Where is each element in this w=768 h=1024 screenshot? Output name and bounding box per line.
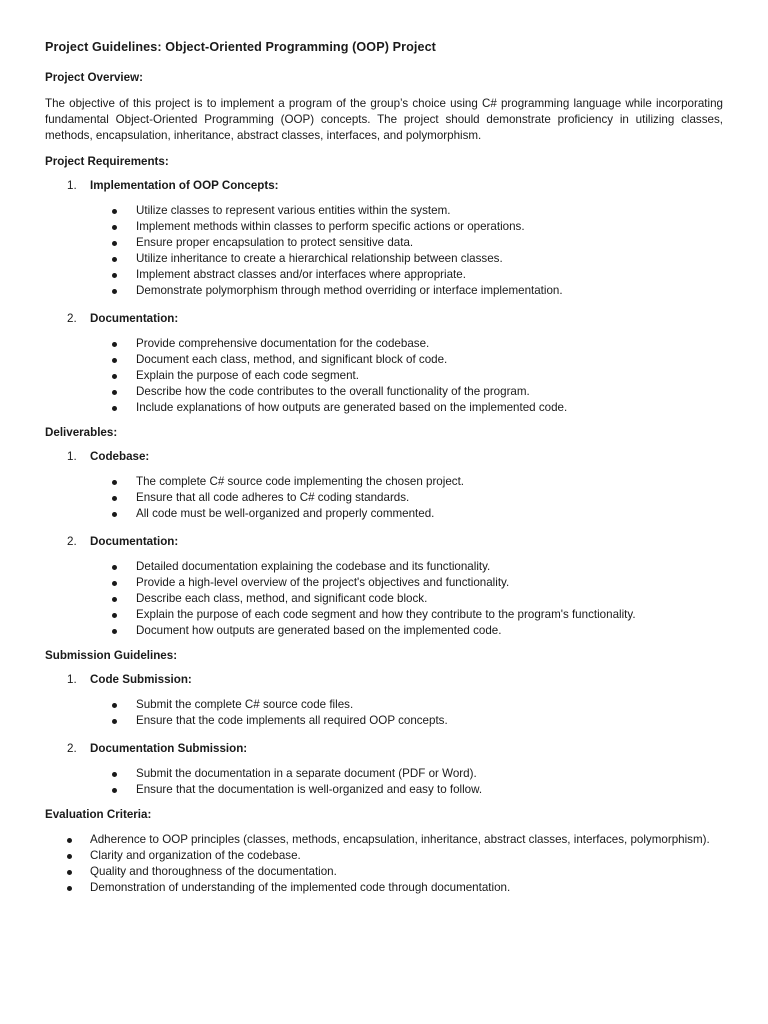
- bullet-icon: [112, 703, 117, 708]
- list-item-text: Ensure that all code adheres to C# coding standards.: [136, 491, 410, 504]
- overview-paragraph: The objective of this project is to implement a program of the group’s choice using C# programming language while incorporating fundamental Object-Oriented Programming (OOP) concepts. The project should demonstrate proficiency in utilizing classes, methods, encapsulation, inheritance, abstract classes, interfaces, and polymorphism.: [45, 97, 723, 142]
- bullet-icon: [112, 241, 117, 246]
- item-number: 1.: [67, 179, 77, 192]
- list-item-text: Ensure proper encapsulation to protect sensitive data.: [136, 236, 414, 249]
- list-item: [90, 782, 723, 798]
- bullet-icon: [112, 358, 117, 363]
- item-number: 1.: [67, 673, 77, 686]
- item-title: Codebase:: [90, 450, 150, 463]
- item-title: Documentation Submission:: [90, 742, 248, 755]
- bullet-icon: [112, 374, 117, 379]
- bullet-icon: [112, 480, 117, 485]
- bullet-icon: [112, 390, 117, 395]
- list-item: [90, 474, 723, 490]
- list-item: [90, 384, 723, 400]
- list-item: [90, 559, 723, 575]
- list-item-text: Include explanations of how outputs are generated based on the implemented code.: [136, 401, 568, 414]
- bullet-list: [90, 697, 723, 729]
- list-item: [90, 591, 723, 607]
- list-item-text: Demonstrate polymorphism through method overriding or interface implementation.: [136, 284, 563, 297]
- list-item-text: Describe each class, method, and significant code block.: [136, 592, 428, 605]
- list-item: [90, 697, 723, 713]
- list-item-text: Explain the purpose of each code segment.: [136, 369, 360, 382]
- bullet-list: [90, 203, 723, 299]
- item-title: Code Submission:: [90, 673, 192, 686]
- bullet-icon: [112, 565, 117, 570]
- list-item: [90, 203, 723, 219]
- list-item-text: Provide a high-level overview of the project's objectives and functionality.: [136, 576, 510, 589]
- list-item-text: Ensure that the documentation is well-organized and easy to follow.: [136, 783, 483, 796]
- item-number: 2.: [67, 742, 77, 755]
- list-item-text: Explain the purpose of each code segment and how they contribute to the program's functionality.: [136, 608, 636, 621]
- list-item: [90, 251, 723, 267]
- item-title: Documentation:: [90, 535, 179, 548]
- requirements-heading: Project Requirements:: [45, 155, 169, 168]
- list-item-text: The complete C# source code implementing the chosen project.: [136, 475, 465, 488]
- list-item: [90, 352, 723, 368]
- item-number: 1.: [67, 450, 77, 463]
- evaluation-heading: Evaluation Criteria:: [45, 808, 152, 821]
- overview-heading: Project Overview:: [45, 71, 143, 84]
- list-item: [90, 368, 723, 384]
- list-item: [90, 283, 723, 299]
- item-title: Documentation:: [90, 312, 179, 325]
- submission-item: [45, 672, 723, 729]
- deliverables-list: [45, 449, 723, 639]
- bullet-icon: [67, 886, 72, 891]
- submission-heading: Submission Guidelines:: [45, 649, 178, 662]
- deliverables-heading: Deliverables:: [45, 426, 118, 439]
- list-item-text: Ensure that the code implements all required OOP concepts.: [136, 714, 448, 727]
- bullet-icon: [112, 209, 117, 214]
- bullet-icon: [112, 342, 117, 347]
- list-item: [90, 400, 723, 416]
- list-item-text: All code must be well-organized and properly commented.: [136, 507, 435, 520]
- list-item: [90, 766, 723, 782]
- bullet-icon: [112, 406, 117, 411]
- bullet-list: [90, 336, 723, 416]
- submission-item: [45, 741, 723, 798]
- list-item-text: Detailed documentation explaining the codebase and its functionality.: [136, 560, 491, 573]
- bullet-icon: [112, 289, 117, 294]
- bullet-icon: [112, 257, 117, 262]
- list-item-text: Quality and thoroughness of the documentation.: [90, 865, 337, 878]
- list-item: [90, 336, 723, 352]
- list-item-text: Implement abstract classes and/or interfaces where appropriate.: [136, 268, 466, 281]
- deliverable-item: [45, 534, 723, 639]
- submission-section: [45, 648, 723, 798]
- bullet-icon: [112, 581, 117, 586]
- list-item: [90, 490, 723, 506]
- bullet-icon: [112, 788, 117, 793]
- bullet-icon: [67, 854, 72, 859]
- submission-list: [45, 672, 723, 798]
- list-item: [45, 880, 723, 896]
- list-item-text: Submit the documentation in a separate document (PDF or Word).: [136, 767, 477, 780]
- evaluation-list: [45, 832, 723, 896]
- list-item: [90, 235, 723, 251]
- bullet-icon: [112, 512, 117, 517]
- deliverables-section: [45, 425, 723, 639]
- bullet-icon: [67, 838, 72, 843]
- evaluation-section: [45, 807, 723, 896]
- item-number: 2.: [67, 312, 77, 325]
- document-page: [45, 38, 723, 896]
- list-item: [90, 713, 723, 729]
- bullet-icon: [112, 772, 117, 777]
- requirements-list: [45, 178, 723, 416]
- bullet-icon: [112, 597, 117, 602]
- list-item: [45, 848, 723, 864]
- item-title: Implementation of OOP Concepts:: [90, 179, 279, 192]
- bullet-icon: [112, 496, 117, 501]
- page-title: Project Guidelines: Object-Oriented Programming (OOP) Project: [45, 40, 436, 54]
- list-item-text: Document each class, method, and significant block of code.: [136, 353, 448, 366]
- list-item-text: Adherence to OOP principles (classes, methods, encapsulation, inheritance, abstract classes, interfaces, polymorphism).: [90, 833, 710, 846]
- list-item: [45, 864, 723, 880]
- list-item: [45, 832, 723, 848]
- list-item: [90, 607, 723, 623]
- list-item-text: Utilize inheritance to create a hierarchical relationship between classes.: [136, 252, 503, 265]
- list-item-text: Describe how the code contributes to the overall functionality of the program.: [136, 385, 530, 398]
- bullet-icon: [112, 719, 117, 724]
- requirement-item: [45, 178, 723, 299]
- bullet-list: [90, 766, 723, 798]
- bullet-icon: [67, 870, 72, 875]
- list-item-text: Utilize classes to represent various entities within the system.: [136, 204, 451, 217]
- list-item-text: Provide comprehensive documentation for the codebase.: [136, 337, 430, 350]
- bullet-icon: [112, 629, 117, 634]
- bullet-list: [90, 559, 723, 639]
- bullet-icon: [112, 225, 117, 230]
- requirements-section: [45, 154, 723, 416]
- list-item: [90, 623, 723, 639]
- list-item: [90, 267, 723, 283]
- list-item: [90, 575, 723, 591]
- list-item-text: Submit the complete C# source code files.: [136, 698, 354, 711]
- bullet-icon: [112, 613, 117, 618]
- list-item: [90, 219, 723, 235]
- list-item-text: Clarity and organization of the codebase.: [90, 849, 301, 862]
- list-item-text: Demonstration of understanding of the implemented code through documentation.: [90, 881, 511, 894]
- list-item: [90, 506, 723, 522]
- requirement-item: [45, 311, 723, 416]
- item-number: 2.: [67, 535, 77, 548]
- list-item-text: Document how outputs are generated based on the implemented code.: [136, 624, 502, 637]
- deliverable-item: [45, 449, 723, 522]
- list-item-text: Implement methods within classes to perform specific actions or operations.: [136, 220, 525, 233]
- bullet-list: [90, 474, 723, 522]
- bullet-icon: [112, 273, 117, 278]
